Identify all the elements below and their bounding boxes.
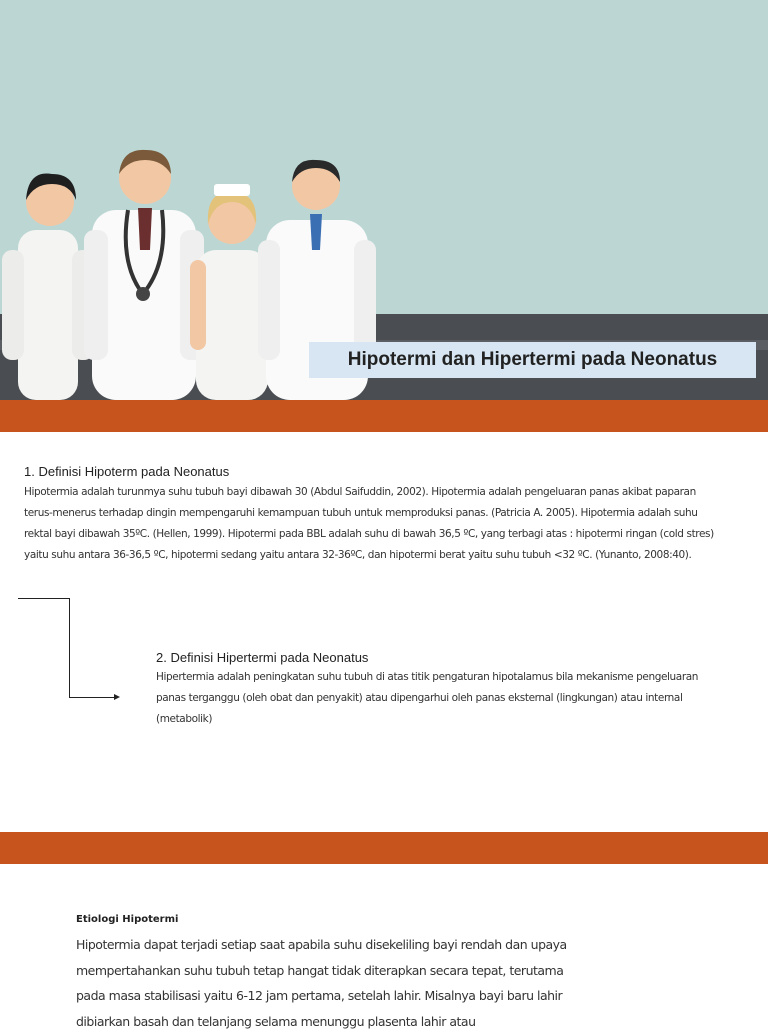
section1-heading: 1. Definisi Hipoterm pada Neonatus: [24, 464, 230, 479]
connector-line-vertical: [69, 598, 70, 698]
etiologi-body: Hipotermia dapat terjadi setiap saat apabila suhu disekeliling bayi rendah dan upaya mempertahankan suhu tubuh tetap hangat tidak diterapkan secara tepat, terutama pada masa stabilisasi yaitu 6-12 jam pertama, setelah lahir. Misalnya bayi baru lahir dibiarkan basah dan telanjang selama menunggu plasenta lahir atau: [76, 937, 567, 1029]
connector-line-bottom: [69, 697, 115, 698]
arrow-head-icon: [114, 694, 120, 700]
slide-title-box: [309, 342, 756, 378]
orange-divider-bar-2: [0, 832, 768, 864]
slide-title: Hipotermi dan Hipertermi pada Neonatus: [347, 349, 718, 370]
orange-divider-bar: [0, 400, 768, 432]
etiologi-heading: Etiologi Hipotermi: [76, 914, 179, 925]
section2-heading: 2. Definisi Hipertermi pada Neonatus: [156, 650, 369, 665]
connector-line-top: [18, 598, 70, 599]
section1-body: Hipotermia adalah turunmya suhu tubuh bayi dibawah 30 (Abdul Saifuddin, 2002). Hipotermia adalah pengeluaran panas akibat paparan terus-menerus terhadap dingin mempengaruhi kemampuan tubuh untuk memproduksi panas. (Patricia A. 2005). Hipotermia adalah suhu rektal bayi dibawah 35ºC. (Hellen, 1999). Hipotermi pada BBL adalah suhu di bawah 36,5 ºC, yang terbagi atas : hipotermi ringan (cold stres) yaitu suhu antara 36-36,5 ºC, hipotermi sedang yaitu antara 32-36ºC, dan hipotermi berat yaitu suhu tubuh <32 ºC. (Yunanto, 2008:40).: [24, 486, 714, 561]
doctor-figure-stethoscope: [84, 150, 204, 400]
section2-body: Hipertermia adalah peningkatan suhu tubuh di atas titik pengaturan hipotalamus bila mekanisme pengeluaran panas terganggu (oleh obat dan penyakit) atau dipengarhui oleh panas eksternal (lingkungan) atau internal (metabolik): [156, 671, 699, 725]
nurse-figure-left: [2, 174, 94, 400]
title-slide-hero: [0, 0, 768, 400]
